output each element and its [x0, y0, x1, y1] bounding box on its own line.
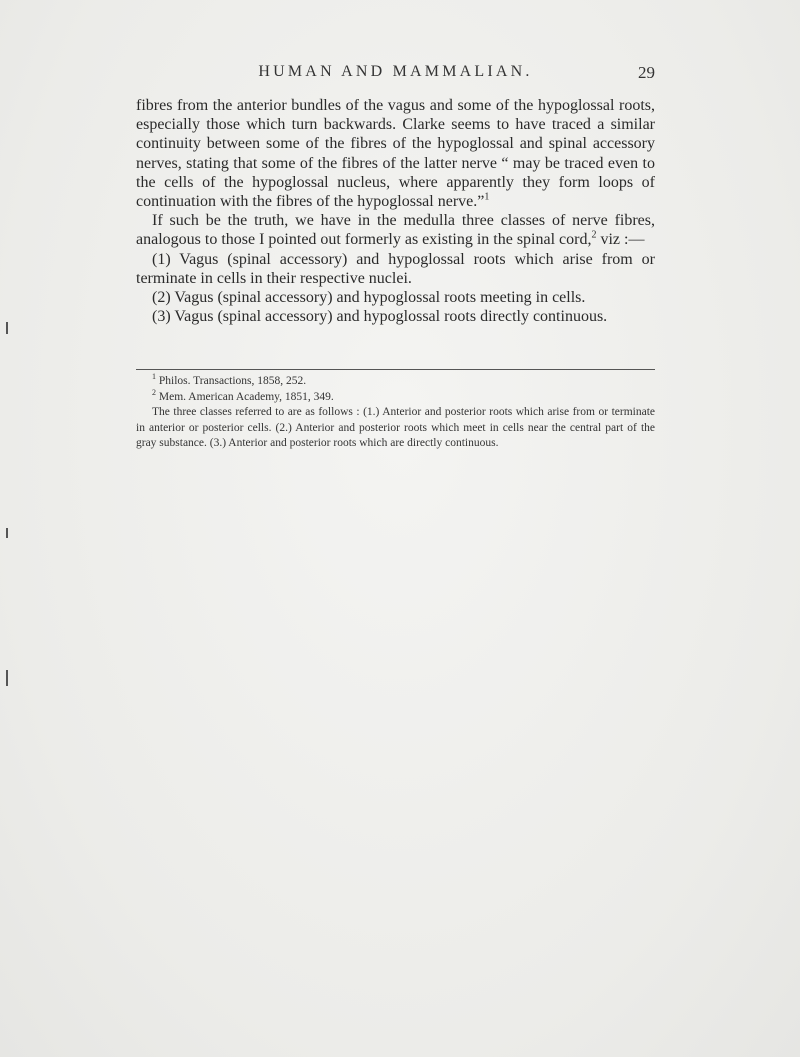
paragraph-classes: [136, 211, 655, 249]
footnote-2: [136, 387, 655, 406]
edge-mark: [6, 322, 8, 334]
paragraph-continuation: [136, 96, 655, 211]
paragraph-text: viz :—: [596, 231, 645, 249]
main-text: [136, 96, 655, 326]
page-number: 29: [638, 63, 655, 82]
paragraph-text: fibres from the anterior bundles of the vagus and some of the hypoglossal roots, especially those which turn backwards. Clarke seems to have traced a similar continuity between some of the fibres of the hypoglossal and spinal accessory nerves, stating that some of the fibres of the latter nerve “ may be traced even to the cells of the hypoglossal nucleus, where apparently they form loops of continuation with the fibres of the hypoglossal nerve.”: [136, 97, 655, 211]
footnote-reference: 1: [484, 191, 490, 203]
edge-mark: [6, 670, 8, 686]
footnote-mark: 2: [152, 387, 156, 397]
edge-mark: [6, 528, 8, 538]
footnote-text: Philos. Transactions, 1858, 252.: [156, 375, 307, 387]
list-item-1: (1) Vagus (spinal accessory) and hypoglossal roots which arise from or terminate in cells in their respective nuclei.: [136, 250, 655, 287]
list-item-2: (2) Vagus (spinal accessory) and hypoglossal roots meeting in cells.: [152, 289, 586, 307]
list-item-3: (3) Vagus (spinal accessory) and hypoglossal roots directly continuous.: [152, 308, 608, 326]
footnote-note: The three classes referred to are as follows : (1.) Anterior and posterior roots which arise from or terminate in anterior or posterior cells. (2.) Anterior and posterior roots which meet in cells near the central part of the gray substance. (3.) Anterior and posterior roots which are directly continuous.: [136, 406, 655, 450]
paragraph-text: If such be the truth, we have in the medulla three classes of nerve fibres, analogous to those I pointed out formerly as existing in the spinal cord,: [136, 212, 655, 249]
footnote-mark: 1: [152, 372, 156, 382]
footnote-reference: 2: [591, 230, 597, 242]
footnote-text: Mem. American Academy, 1851, 349.: [156, 390, 334, 403]
footnotes: [136, 374, 655, 452]
running-head: [136, 63, 655, 87]
footnote-divider: [136, 369, 655, 370]
running-title: HUMAN AND MAMMALIAN.: [258, 63, 533, 80]
footnote-1: [136, 374, 655, 390]
